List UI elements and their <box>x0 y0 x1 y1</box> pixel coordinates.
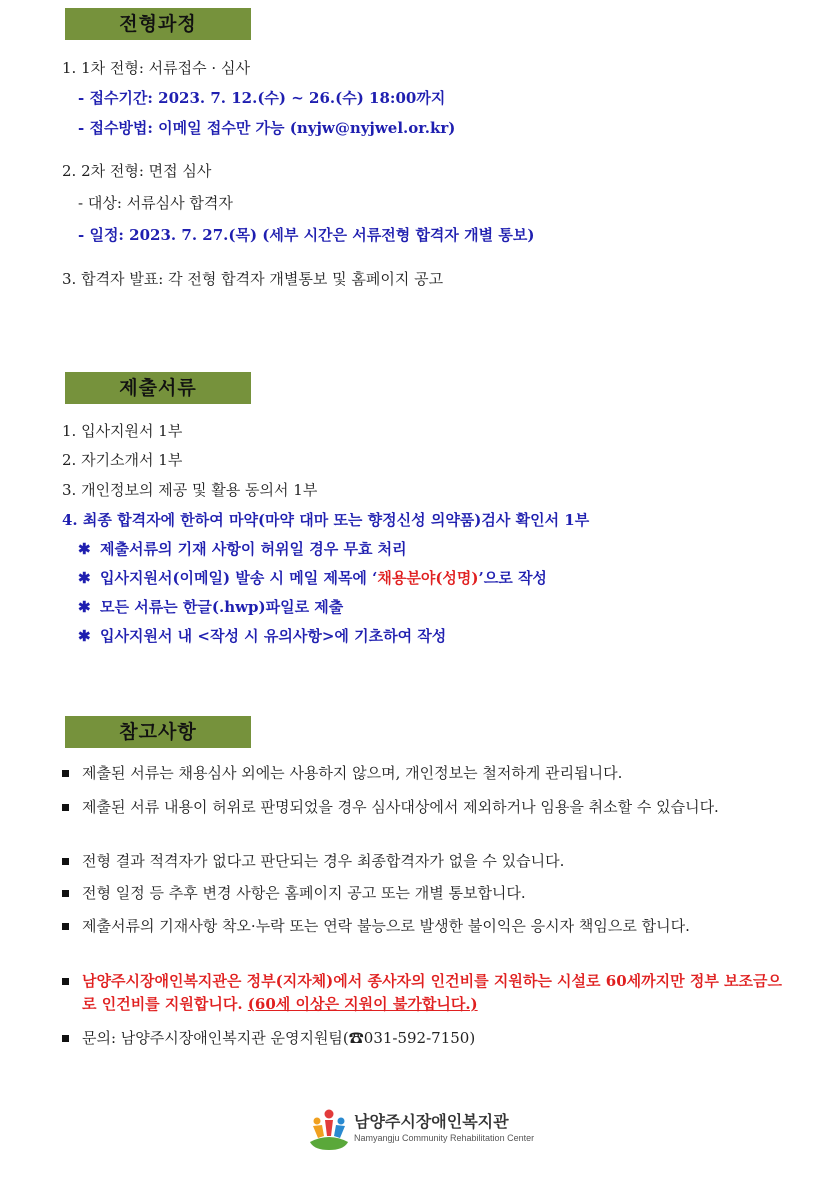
reference-item-4 <box>62 882 782 905</box>
note-2 <box>78 567 547 589</box>
reference-item-4-text: 전형 일정 등 추후 변경 사항은 홈페이지 공고 또는 개별 통보합니다. <box>82 884 526 902</box>
process-item-2: 2. 2차 전형: 면접 심사 <box>62 162 212 180</box>
note-2-text-after: ’으로 작성 <box>478 569 547 587</box>
square-bullet-icon <box>62 804 69 811</box>
reference-item-1 <box>62 762 782 785</box>
reference-item-6-underline: (60세 이상은 지원이 불가합니다.) <box>247 995 478 1013</box>
note-2-text-red: 채용분야(성명) <box>377 569 479 587</box>
section-header-notes: 참고사항 <box>65 716 251 748</box>
process-item-1: 1. 1차 전형: 서류접수 · 심사 <box>62 59 250 77</box>
reference-item-7-text: 문의: 남양주시장애인복지관 운영지원팀(☎031-592-7150) <box>82 1029 476 1047</box>
center-logo <box>308 1108 538 1152</box>
process-period: - 접수기간: 2023. 7. 12.(수) ~ 26.(수) 18:00까지 <box>78 89 446 107</box>
reference-item-5-text: 제출서류의 기재사항 착오·누락 또는 연락 불능으로 발생한 불이익은 응시자 책임으로 합니다. <box>82 917 690 935</box>
note-3 <box>78 596 343 618</box>
reference-item-3 <box>62 850 782 873</box>
note-2-text-before: 입사지원서(이메일) 발송 시 메일 제목에 ‘ <box>100 569 378 587</box>
document-item-1: 1. 입사지원서 1부 <box>62 422 183 440</box>
reference-item-6-main: 남양주시장애인복지관은 정부(지자체)에서 종사자의 인건비를 지원하는 시설로 60세까지만 정부 보조금으로 인건비를 지원합니다. <box>82 972 782 1013</box>
reference-item-7 <box>62 1027 782 1050</box>
asterisk-icon: ✱ <box>78 598 91 616</box>
note-4 <box>78 625 446 647</box>
asterisk-icon: ✱ <box>78 540 91 558</box>
asterisk-icon: ✱ <box>78 569 91 587</box>
process-method: - 접수방법: 이메일 접수만 가능 (nyjw@nyjwel.or.kr) <box>78 119 456 137</box>
logo-name: 남양주시장애인복지관 <box>354 1112 509 1131</box>
process-schedule: - 일정: 2023. 7. 27.(목) (세부 시간은 서류전형 합격자 개별 통보) <box>78 226 535 244</box>
square-bullet-icon <box>62 923 69 930</box>
square-bullet-icon <box>62 978 69 985</box>
section-header-documents: 제출서류 <box>65 372 251 404</box>
reference-item-3-text: 전형 결과 적격자가 없다고 판단되는 경우 최종합격자가 없을 수 있습니다. <box>82 852 565 870</box>
note-3-text: 모든 서류는 한글(.hwp)파일로 제출 <box>100 598 344 616</box>
square-bullet-icon <box>62 1035 69 1042</box>
reference-item-6 <box>62 970 782 1016</box>
document-item-3: 3. 개인정보의 제공 및 활용 동의서 1부 <box>62 481 318 499</box>
document-item-2: 2. 자기소개서 1부 <box>62 451 183 469</box>
note-1 <box>78 538 407 560</box>
process-item-3: 3. 합격자 발표: 각 전형 합격자 개별통보 및 홈페이지 공고 <box>62 270 444 288</box>
square-bullet-icon <box>62 858 69 865</box>
square-bullet-icon <box>62 770 69 777</box>
reference-item-1-text: 제출된 서류는 채용심사 외에는 사용하지 않으며, 개인정보는 철저하게 관리됩니다. <box>82 764 623 782</box>
square-bullet-icon <box>62 890 69 897</box>
reference-item-2-text: 제출된 서류 내용이 허위로 판명되었을 경우 심사대상에서 제외하거나 임용을 취소할 수 있습니다. <box>82 798 719 816</box>
reference-item-5 <box>62 915 782 938</box>
logo-english-name: Namyangju Community Rehabilitation Center <box>354 1133 535 1143</box>
asterisk-icon: ✱ <box>78 627 91 645</box>
reference-item-2 <box>62 796 782 819</box>
document-item-4: 4. 최종 합격자에 한하여 마약(마약 대마 또는 향정신성 의약품)검사 확인서 1부 <box>62 511 590 529</box>
process-target: - 대상: 서류심사 합격자 <box>78 194 233 212</box>
section-header-process: 전형과정 <box>65 8 251 40</box>
note-4-text: 입사지원서 내 <작성 시 유의사항>에 기초하여 작성 <box>100 627 447 645</box>
note-1-text: 제출서류의 기재 사항이 허위일 경우 무효 처리 <box>100 540 407 558</box>
people-logo-icon <box>308 1108 350 1152</box>
reference-item-6-text <box>62 970 782 1016</box>
